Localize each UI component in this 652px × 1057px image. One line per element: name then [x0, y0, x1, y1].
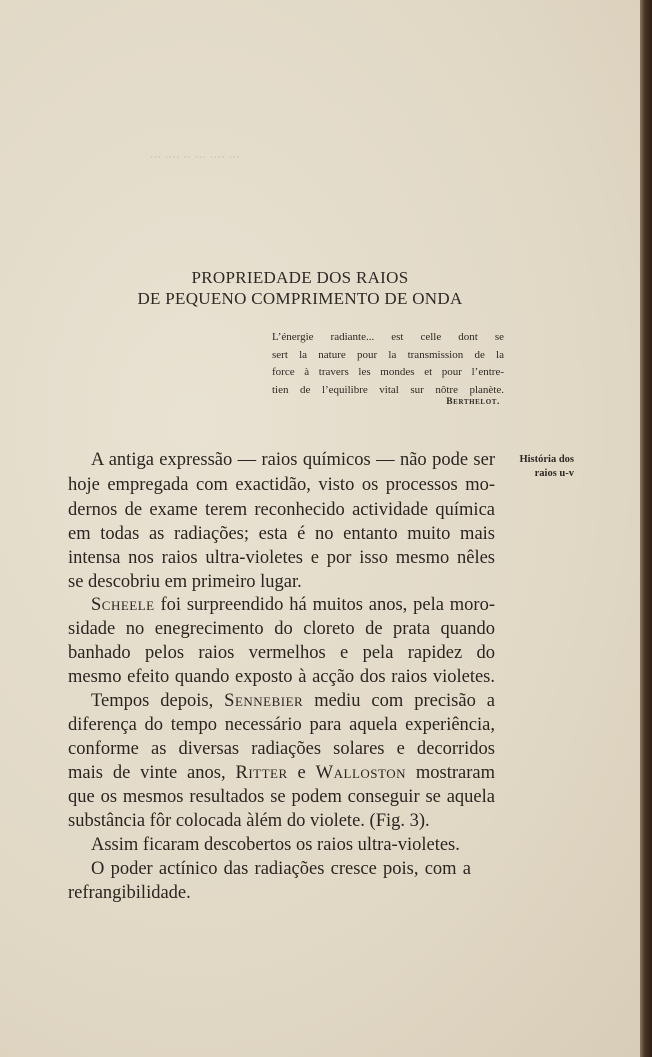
epigraph-attribution: Berthelot.: [446, 397, 500, 407]
body-line: banhado pelos raios vermelhos e pela rapidez do: [68, 643, 495, 663]
body-line: refrangibilidade.: [68, 883, 191, 903]
body-line: intensa nos raios ultra-violetes e por isso mesmo nêles: [68, 548, 495, 568]
body-line-text: mais de vinte anos,: [68, 763, 226, 783]
body-line: O poder actínico das radiações cresce pois, com a: [91, 859, 471, 879]
body-line: [91, 595, 495, 616]
section-title-line-2: DE PEQUENO COMPRIMENTO DE ONDA: [137, 289, 463, 308]
body-line: [68, 763, 495, 784]
body-line-text: mostraram: [415, 763, 496, 783]
body-line-text: foi surpreendido há muitos anos, pela moro-: [160, 595, 496, 615]
author-name-ritter: Ritter: [235, 763, 288, 783]
author-name-scheele: Scheele: [91, 595, 155, 615]
body-line: [91, 691, 495, 712]
body-line: A antiga expressão — raios químicos — não pode ser: [91, 450, 495, 470]
epigraph: [272, 329, 504, 399]
book-binding-edge: [640, 0, 652, 1057]
body-line: hoje empregada com exactidão, visto os processos mo-: [68, 475, 495, 495]
bleed-through-text: ··· ···· ··· ·· ···· ···: [150, 150, 240, 166]
epigraph-line: force à travers les mondes et pour l’entre-: [272, 366, 504, 378]
body-line: dernos de exame terem reconhecido actividade química: [68, 500, 495, 520]
section-title-line-1: PROPRIEDADE DOS RAIOS: [191, 268, 409, 287]
body-line: mesmo efeito quando exposto à acção dos raios violetes.: [68, 667, 495, 687]
body-line-text: Tempos depois,: [91, 691, 214, 711]
body-line: substância fôr colocada àlém do violete. (Fig. 3).: [68, 811, 430, 831]
margin-note-line-1: História dos: [519, 454, 574, 465]
body-line-text: e: [297, 763, 306, 783]
body-line: sidade no enegrecimento do cloreto de prata quando: [68, 619, 495, 639]
body-line: se descobriu em primeiro lugar.: [68, 572, 302, 592]
body-line: que os mesmos resultados se podem conseguir se aquela: [68, 787, 495, 807]
body-line: conforme as diversas radiações solares e decorridos: [68, 739, 495, 759]
epigraph-line: sert la nature pour la transmission de la: [272, 348, 504, 361]
margin-note-line-2: raios u-v: [534, 468, 574, 479]
author-name-sennebier: Sennebier: [224, 691, 304, 711]
epigraph-line: L’énergie radiante... est celle dont se: [272, 331, 504, 343]
body-line-text: mediu com precisão a: [314, 691, 496, 711]
body-line: em todas as radiações; esta é no entanto muito mais: [68, 524, 495, 544]
body-line: diferença do tempo necessário para aquela experiência,: [68, 715, 495, 735]
body-line: Assim ficaram descobertos os raios ultra-violetes.: [91, 835, 460, 855]
epigraph-line: tien de l’equilibre vital sur nôtre planète.: [272, 383, 504, 396]
author-name-walloston: Walloston: [315, 763, 406, 783]
